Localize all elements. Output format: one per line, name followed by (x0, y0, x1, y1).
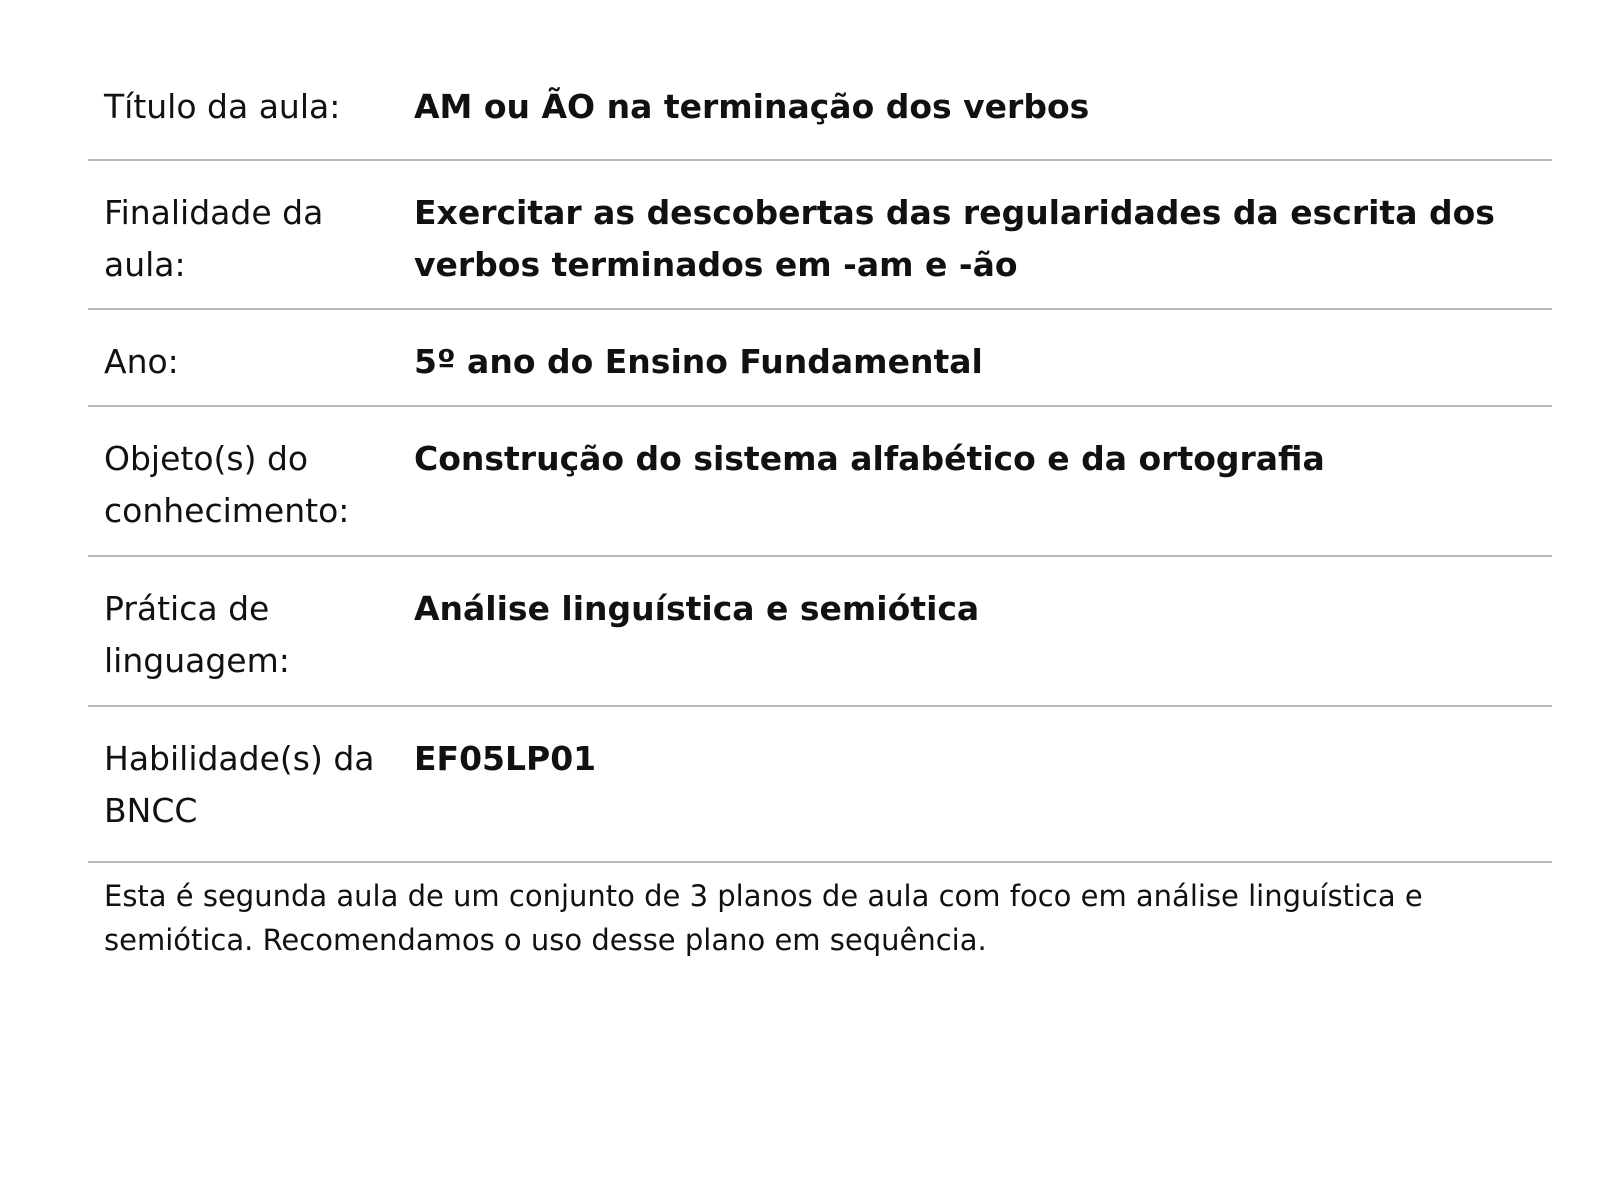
row-value: Análise linguística e semiótica (414, 589, 980, 628)
row-label: Finalidade da aula: (104, 193, 324, 284)
row-value: Construção do sistema alfabético e da ortografia (414, 439, 1325, 478)
row-value: 5º ano do Ensino Fundamental (414, 342, 983, 381)
lesson-info-table (88, 55, 1552, 863)
row-label: Título da aula: (104, 87, 341, 126)
row-knowledge-objects (88, 407, 1552, 557)
row-label: Prática de linguagem: (104, 589, 290, 680)
row-lesson-title (88, 55, 1552, 161)
row-school-year (88, 310, 1552, 407)
row-label: Ano: (104, 342, 179, 381)
row-label: Objeto(s) do conhecimento: (104, 439, 350, 530)
row-value: AM ou ÃO na terminação dos verbos (414, 87, 1090, 126)
row-value: EF05LP01 (414, 739, 597, 778)
row-bncc-skills (88, 707, 1552, 863)
row-language-practice (88, 557, 1552, 707)
row-label: Habilidade(s) da BNCC (104, 739, 375, 830)
sequence-note: Esta é segunda aula de um conjunto de 3 planos de aula com foco em análise linguística e semiótica. Recomendamos o uso desse plano em sequência. (104, 879, 1423, 957)
row-value: Exercitar as descobertas das regularidades da escrita dos verbos terminados em -am e -ão (414, 193, 1495, 284)
row-lesson-purpose (88, 161, 1552, 310)
